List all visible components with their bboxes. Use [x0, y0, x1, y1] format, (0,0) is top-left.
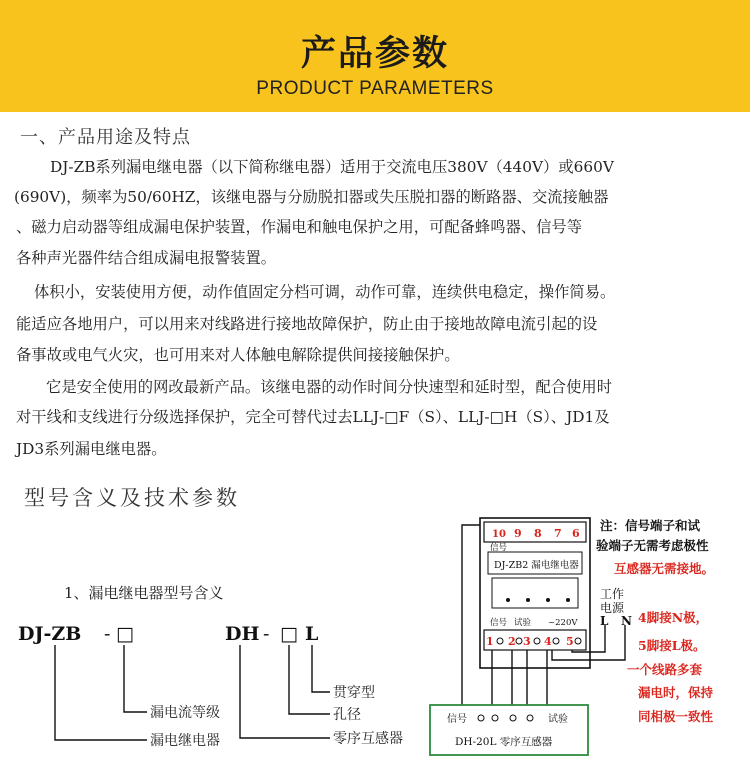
page-subtitle: PRODUCT PARAMETERS: [256, 78, 494, 99]
power-label-1: 工作: [600, 587, 625, 601]
paragraph-line: JD3系列漏电继电器。: [16, 440, 167, 458]
note3-line5: 同相极一致性: [638, 709, 714, 724]
terminal-10: 10: [492, 529, 506, 540]
relay-name: DJ-ZB2 漏电继电器: [494, 560, 579, 571]
wiring-diagram: [430, 518, 632, 755]
model2-box: □: [280, 623, 298, 645]
model2-label-a: 贯穿型: [333, 685, 375, 701]
note1-line1: 注：信号端子和试: [600, 518, 701, 533]
model1-box: □: [116, 623, 134, 645]
model1-label-b: 漏电继电器: [150, 733, 220, 749]
paragraph-line: 备事故或电气火灾，也可用来对人体触电解除提供间接接触保护。: [16, 346, 460, 364]
model2-code: DH: [225, 623, 260, 645]
terminal-2: 2: [508, 635, 516, 648]
model2-sep: -: [263, 623, 270, 645]
model2-label-c: 零序互感器: [333, 731, 403, 747]
note3-line3: 一个线路多套: [627, 662, 703, 677]
relay-voltage-label: ~220V: [548, 618, 578, 628]
power-label-2: 电源: [600, 601, 625, 615]
paragraph-line: (690V)，频率为50/60HZ，该继电器与分励脱扣器或失压脱扣器的断路器、交流接触器: [14, 188, 609, 206]
terminal-3: 3: [523, 635, 531, 648]
model1-code: DJ-ZB: [18, 623, 82, 645]
page-title: 产品参数: [300, 34, 449, 74]
relay-test-label: 试验: [514, 618, 532, 628]
section-title-model: 型号含义及技术参数: [24, 486, 240, 510]
paragraph-line: 对干线和支线进行分级选择保护，完全可替代过去LLJ-□F（S）、LLJ-□H（S）、JD1及: [16, 408, 610, 426]
ct-test-label: 试验: [548, 714, 568, 725]
model2-suffix: L: [305, 623, 319, 645]
phase-n: N: [621, 614, 632, 628]
relay-bottom-signal-label: 信号: [490, 618, 508, 628]
model1-leader-a: [124, 645, 147, 712]
section-title-usage: 一、产品用途及特点: [20, 127, 191, 148]
paragraph-line: 、磁力启动器等组成漏电保护装置，作漏电和触电保护之用，可配备蜂鸣器、信号等: [16, 218, 582, 236]
paragraph-line: 体积小，安装使用方便，动作值固定分档可调，动作可靠，连续供电稳定，操作简易。: [34, 283, 616, 301]
terminal-1: 1: [486, 635, 494, 648]
phase-l: L: [600, 614, 609, 628]
terminal-9: 9: [514, 527, 522, 540]
terminal-4: 4: [544, 635, 552, 648]
paragraph-line: DJ-ZB系列漏电继电器（以下简称继电器）适用于交流电压380V（440V）或660V: [50, 158, 614, 176]
model1-label-a: 漏电流等级: [150, 705, 220, 721]
note3-line2: 5脚接L极。: [638, 638, 706, 653]
note3-line4: 漏电时，保持: [638, 685, 714, 700]
model1-sep: -: [104, 623, 111, 645]
note1-line2: 验端子无需考虑极性: [596, 538, 709, 553]
note2: 互感器无需接地。: [614, 561, 715, 576]
terminal-7: 7: [554, 527, 562, 540]
paragraph-line: 能适应各地用户，可以用来对线路进行接地故障保护，防止由于接地故障电流引起的设: [16, 315, 598, 333]
model-subtitle: 1、漏电继电器型号含义: [64, 584, 224, 602]
paragraph-line: 它是安全使用的网改最新产品。该继电器的动作时间分快速型和延时型，配合使用时: [46, 378, 612, 396]
paragraph-line: 各种声光器件结合组成漏电报警装置。: [16, 249, 277, 267]
model2-leader-a: [312, 645, 330, 692]
model2-label-b: 孔径: [333, 707, 361, 723]
model1-leader-b: [55, 645, 147, 740]
ct-name: DH-20L 零序互感器: [455, 736, 553, 748]
terminal-6: 6: [572, 527, 580, 540]
relay-signal-label: 信号: [490, 543, 508, 553]
terminal-8: 8: [534, 527, 542, 540]
ct-signal-label: 信号: [447, 714, 467, 725]
model2-leader-b: [289, 645, 330, 714]
terminal-5: 5: [566, 635, 574, 648]
note3-line1: 4脚接N极，: [638, 610, 709, 625]
